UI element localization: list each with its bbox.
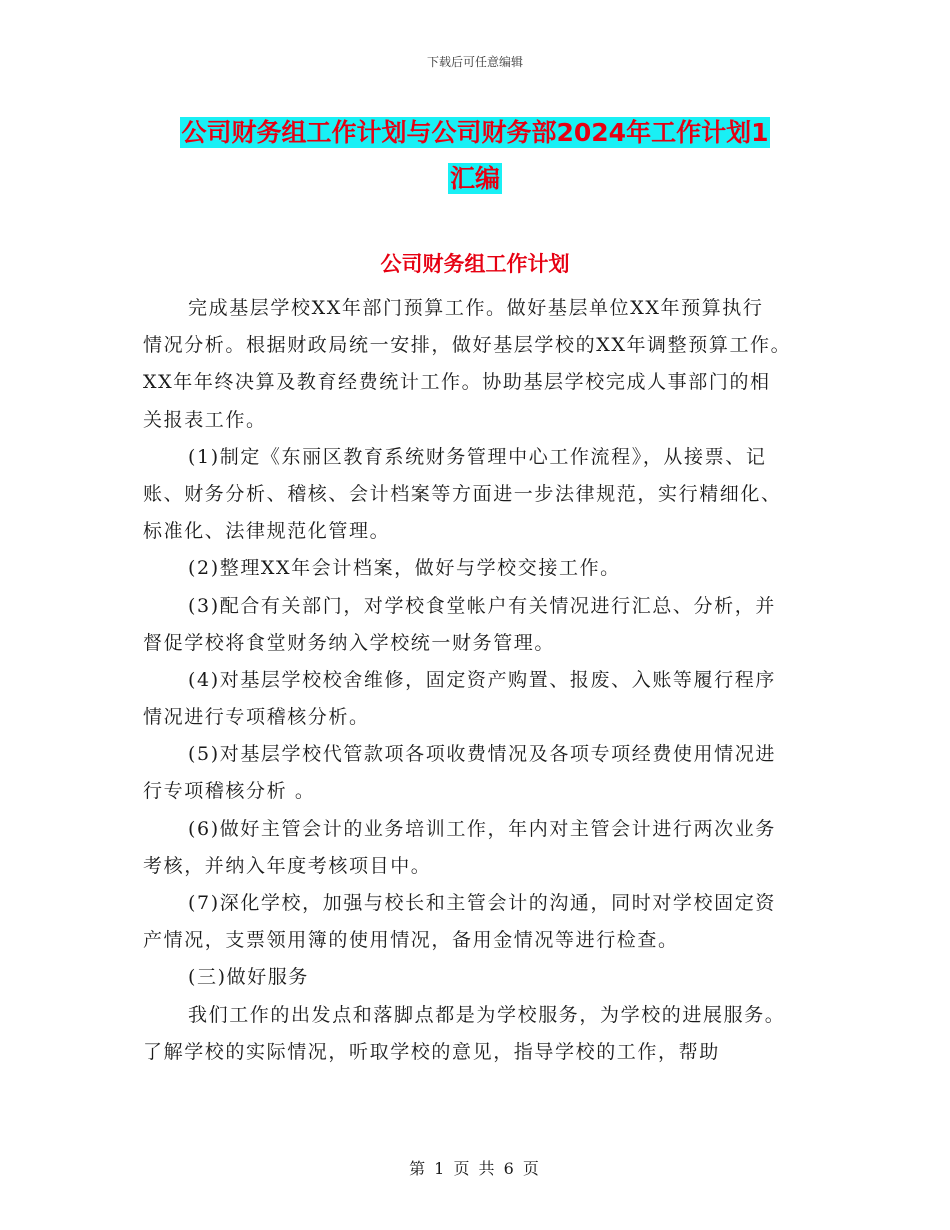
page-header: 下载后可任意编辑 [426,55,523,69]
body-text [143,290,813,1071]
text-line: (7)深化学校，加强与校长和主管会计的沟通，同时对学校固定资 [188,892,776,914]
text-line: 产情况，支票领用簿的使用情况，备用金情况等进行检查。 [143,929,679,952]
text-line: (2)整理XX年会计档案，做好与学校交接工作。 [188,557,621,580]
text-line: 行专项稽核分析 。 [143,780,316,803]
text-line: 督促学校将食堂财务纳入学校统一财务管理。 [143,631,556,654]
document-title-line-1: 公司财务组工作计划与公司财务部2024年工作计划1 [181,118,769,147]
page-footer: 第 1 页 共 6 页 [409,1159,541,1178]
text-line: 了解学校的实际情况，听取学校的意见，指导学校的工作，帮助 [143,1040,720,1063]
text-line: 标准化、法律规范化管理。 [143,520,391,543]
document-title [0,110,950,202]
text-line: (1)制定《东丽区教育系统财务管理中心工作流程》，从接票、记 [188,445,767,468]
section-title: 公司财务组工作计划 [380,252,570,276]
text-line: 情况进行专项稽核分析。 [143,706,370,729]
text-line: (3)配合有关部门，对学校食堂帐户有关情况进行汇总、分析，并 [188,594,776,617]
text-line: 我们工作的出发点和落脚点都是为学校服务，为学校的进展服务。 [188,1003,786,1026]
text-line: 账、财务分析、稽核、会计档案等方面进一步法律规范，实行精细化、 [143,482,782,505]
text-line: 情况分析。根据财政局统一安排，做好基层学校的XX年调整预算工作。 [143,334,792,357]
text-line: 完成基层学校XX年部门预算工作。做好基层单位XX年预算执行 [188,297,764,319]
text-line: (5)对基层学校代管款项各项收费情况及各项专项经费使用情况进 [188,743,776,766]
text-line: XX年年终决算及教育经费统计工作。协助基层学校完成人事部门的相 [143,371,771,394]
text-line: 考核，并纳入年度考核项目中。 [143,854,432,877]
text-line: (三)做好服务 [188,966,310,989]
text-line: (6)做好主管会计的业务培训工作，年内对主管会计进行两次业务 [188,817,776,840]
document-title-line-2: 汇编 [449,164,500,193]
text-line: (4)对基层学校校舍维修，固定资产购置、报废、入账等履行程序 [188,668,776,691]
text-line: 关报表工作。 [143,408,267,431]
